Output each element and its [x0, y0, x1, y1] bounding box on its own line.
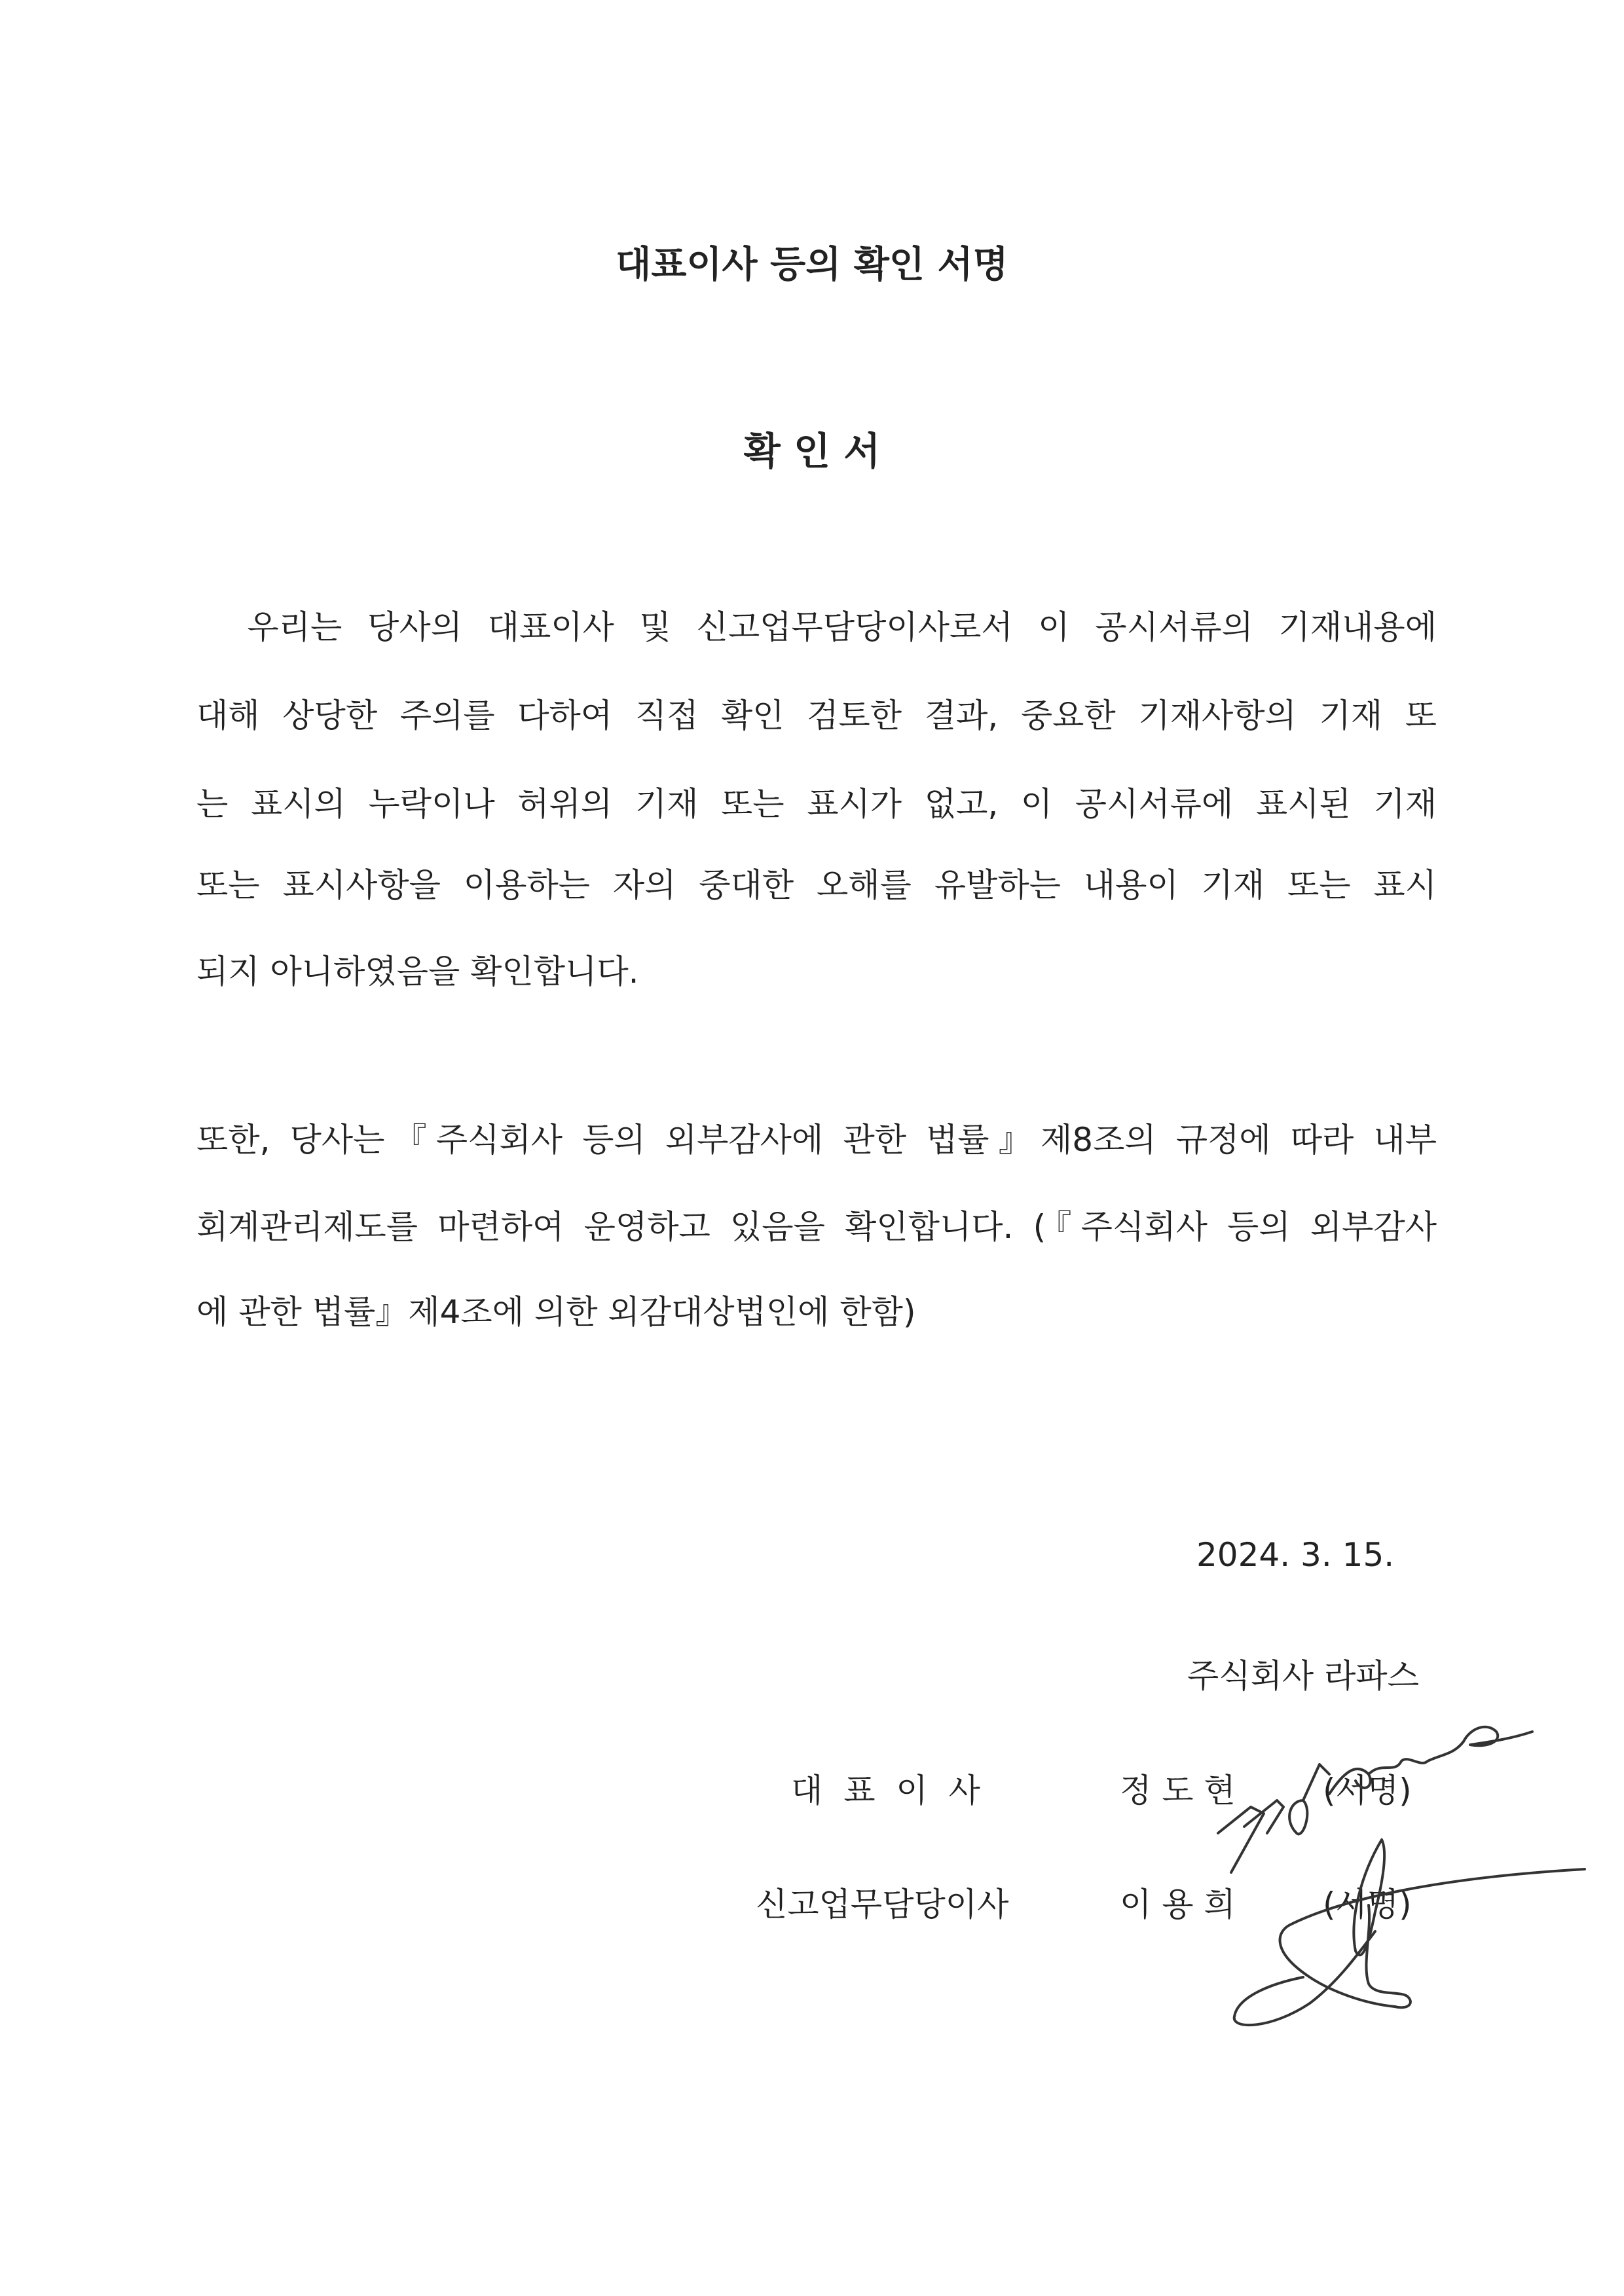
signer-role-ceo: 대 표 이 사 [791, 1772, 986, 1810]
document-date: 2024. 3. 15. [1196, 1536, 1395, 1574]
paragraph-line: 에 관한 법률』제4조에 의한 외감대상법인에 한함) [196, 1293, 916, 1331]
signer-name-disclosure-officer: 이 용 희 [1120, 1886, 1236, 1923]
company-name: 주식회사 라파스 [1187, 1657, 1419, 1695]
paragraph-line: 우리는 당사의 대표이사 및 신고업무담당이사로서 이 공시서류의 기재내용에 [196, 608, 1437, 646]
paragraph-line: 는 표시의 누락이나 허위의 기재 또는 표시가 없고, 이 공시서류에 표시된 기재 [196, 785, 1437, 823]
signature-disclosure-officer [1231, 1833, 1585, 2030]
paragraph-line: 또는 표시사항을 이용하는 자의 중대한 오해를 유발하는 내용이 기재 또는 표시 [196, 866, 1437, 904]
signer-name-ceo: 정 도 현 [1120, 1772, 1236, 1810]
sign-label-disclosure-officer: (서명) [1323, 1886, 1412, 1923]
paragraph-line: 또한, 당사는『주식회사 등의 외부감사에 관한 법률』제8조의 규정에 따라 내부 [196, 1121, 1437, 1159]
paragraph-line: 회계관리제도를 마련하여 운영하고 있음을 확인합니다. (『주식회사 등의 외부감사 [196, 1208, 1437, 1246]
document-heading: 대표이사 등의 확인 서명 [616, 244, 1008, 286]
signer-role-disclosure-officer: 신고업무담당이사 [756, 1886, 1009, 1923]
document-title: 확 인 서 [743, 429, 881, 473]
sign-label-ceo: (서명) [1323, 1772, 1412, 1810]
paragraph-line: 대해 상당한 주의를 다하여 직접 확인 검토한 결과, 중요한 기재사항의 기재 또 [196, 697, 1437, 735]
paragraph-line: 되지 아니하였음을 확인합니다. [196, 953, 639, 991]
